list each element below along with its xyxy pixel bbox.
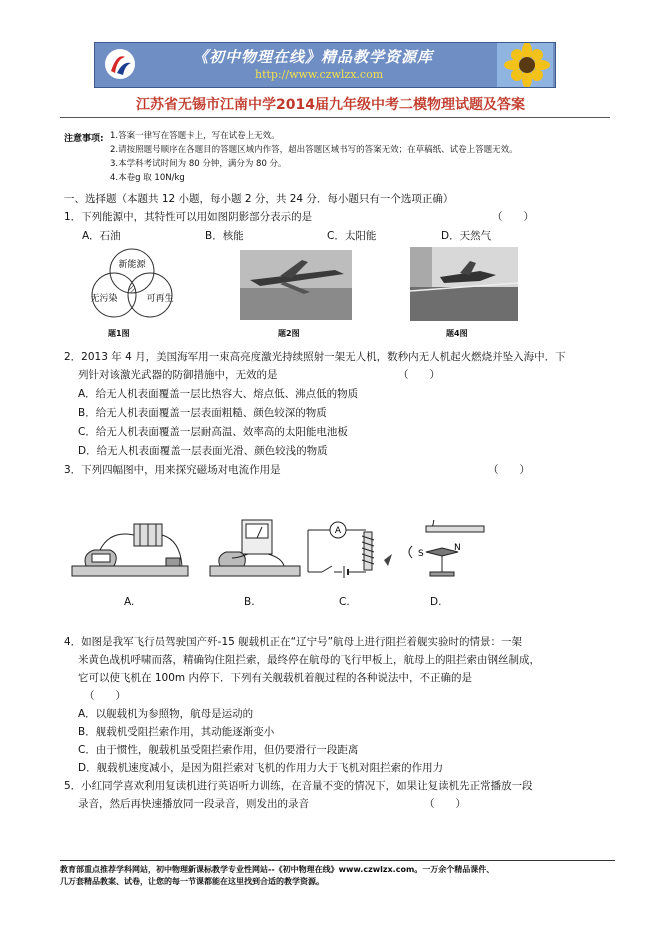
answer-blank: （ ） <box>84 690 126 702</box>
note-item: 2.请按照题号顺序在各题目的答题区域内作答，超出答题区域书写的答案无效；在草稿纸、试卷上答题无效。 <box>110 145 518 155</box>
carrier-jet-photo <box>410 247 518 321</box>
sunflower-icon <box>497 43 553 87</box>
option: A．以舰载机为参照物，航母是运动的 <box>78 708 254 720</box>
note-item: 3.本学科考试时间为 80 分钟，满分为 80 分。 <box>110 159 287 169</box>
figure-label: A. <box>124 596 135 608</box>
footer <box>60 864 620 888</box>
divider <box>60 117 610 118</box>
footer-line: 几万套精品教案、试卷，让您的每一节课都能在这里找到合适的教学资源。 <box>60 877 324 886</box>
figure-a-apparatus <box>70 520 190 582</box>
option: C．给无人机表面覆盖一层耐高温、效率高的太阳能电池板 <box>78 426 348 438</box>
question-5-line: 录音，然后再快速播放同一段录音，则发出的录音 <box>78 798 309 810</box>
answer-blank: （ ） <box>492 211 534 223</box>
note-item: 1.答案一律写在答题卡上，写在试卷上无效。 <box>110 131 280 141</box>
answer-blank: （ ） <box>424 798 466 810</box>
figure-caption: 题4图 <box>446 329 468 338</box>
page-title: 江苏省无锡市江南中学2014届九年级中考二模物理试题及答案 <box>136 97 525 113</box>
question-4-line: 米黄色战机呼啸而落，精确钩住阻拦索，最终停在航母的飞行甲板上，航母上的阻拦索由钢丝制成， <box>78 654 540 666</box>
footer-line: 教育部重点推荐学科网站，初中物理新课标教学专业性网站--《初中物理在线》www.czwlzx.com。一万余个精品课件、 <box>60 865 495 874</box>
answer-blank: （ ） <box>488 464 530 476</box>
option: B．给无人机表面覆盖一层表面粗糙、颜色较深的物质 <box>78 407 327 419</box>
venn-label: 新能源 <box>118 260 146 270</box>
section-heading: 一、选择题（本题共 12 小题，每小题 2 分，共 24 分．每小题只有一个选项正确） <box>64 193 454 205</box>
banner-title: 《初中物理在线》精品教学资源库 <box>193 48 434 66</box>
figure-caption: 题1图 <box>108 329 130 338</box>
pole-s: S <box>418 549 424 559</box>
banner-url: http://www.czwlzx.com <box>255 68 384 81</box>
option: C．太阳能 <box>327 230 377 242</box>
option: D．舰载机速度减小，是因为阻拦索对飞机的作用力大于飞机对阻拦索的作用力 <box>78 762 444 774</box>
answer-blank: （ ） <box>398 369 440 381</box>
footer-divider <box>60 860 615 861</box>
figure-label: C. <box>339 596 350 608</box>
header-banner <box>94 42 556 88</box>
site-logo-icon <box>103 47 137 81</box>
ammeter-symbol: A <box>334 526 342 536</box>
venn-diagram <box>74 247 192 325</box>
option: C．由于惯性，舰载机虽受阻拦索作用，但仍要滑行一段距离 <box>78 744 359 756</box>
question-2-line: 列针对该激光武器的防御措施中，无效的是 <box>78 369 278 381</box>
figure-d-compass <box>396 520 492 582</box>
figure-label: D. <box>430 596 442 608</box>
note-item: 4.本卷g 取 10N/kg <box>110 173 185 183</box>
drone-photo <box>240 250 352 320</box>
option: D．给无人机表面覆盖一层表面光滑、颜色较浅的物质 <box>78 445 328 457</box>
option: D．天然气 <box>441 230 492 242</box>
option: A．给无人机表面覆盖一层比热容大、熔点低、沸点低的物质 <box>78 388 359 400</box>
figure-c-circuit <box>300 520 400 582</box>
option: A．石油 <box>82 230 121 242</box>
option: B．核能 <box>205 230 244 242</box>
question-4-line: 它可以使飞机在 100m 内停下．下列有关舰载机着舰过程的各种说法中，不正确的是 <box>78 672 472 684</box>
current-symbol: I <box>432 520 435 529</box>
figure-label: B. <box>244 596 255 608</box>
option: B．舰载机受阻拦索作用，其动能逐渐变小 <box>78 726 275 738</box>
pole-n: N <box>454 543 461 553</box>
venn-label: 无污染 <box>90 294 118 304</box>
question-3-stem: 3．下列四幅图中，用来探究磁场对电流作用是 <box>64 464 281 476</box>
figure-b-apparatus <box>208 518 304 582</box>
notes-heading: 注意事项: <box>64 134 104 144</box>
question-4-line: 4．如图是我军飞行员驾驶国产歼-15 舰载机正在“辽宁号”航母上进行阻拦着舰实验时的情景：一架 <box>64 636 523 648</box>
question-2-line: 2．2013 年 4 月，美国海军用一束高亮度激光持续照射一架无人机，数秒内无人机起火燃烧并坠入海中．下 <box>64 351 566 363</box>
figure-caption: 题2图 <box>278 329 300 338</box>
question-5-line: 5．小红同学喜欢利用复读机进行英语听力训练，在音量不变的情况下，如果让复读机先正常播放一段 <box>64 780 533 792</box>
question-1-stem: 1．下列能源中，其特性可以用如图阴影部分表示的是 <box>64 211 313 223</box>
venn-label: 可再生 <box>146 294 174 304</box>
